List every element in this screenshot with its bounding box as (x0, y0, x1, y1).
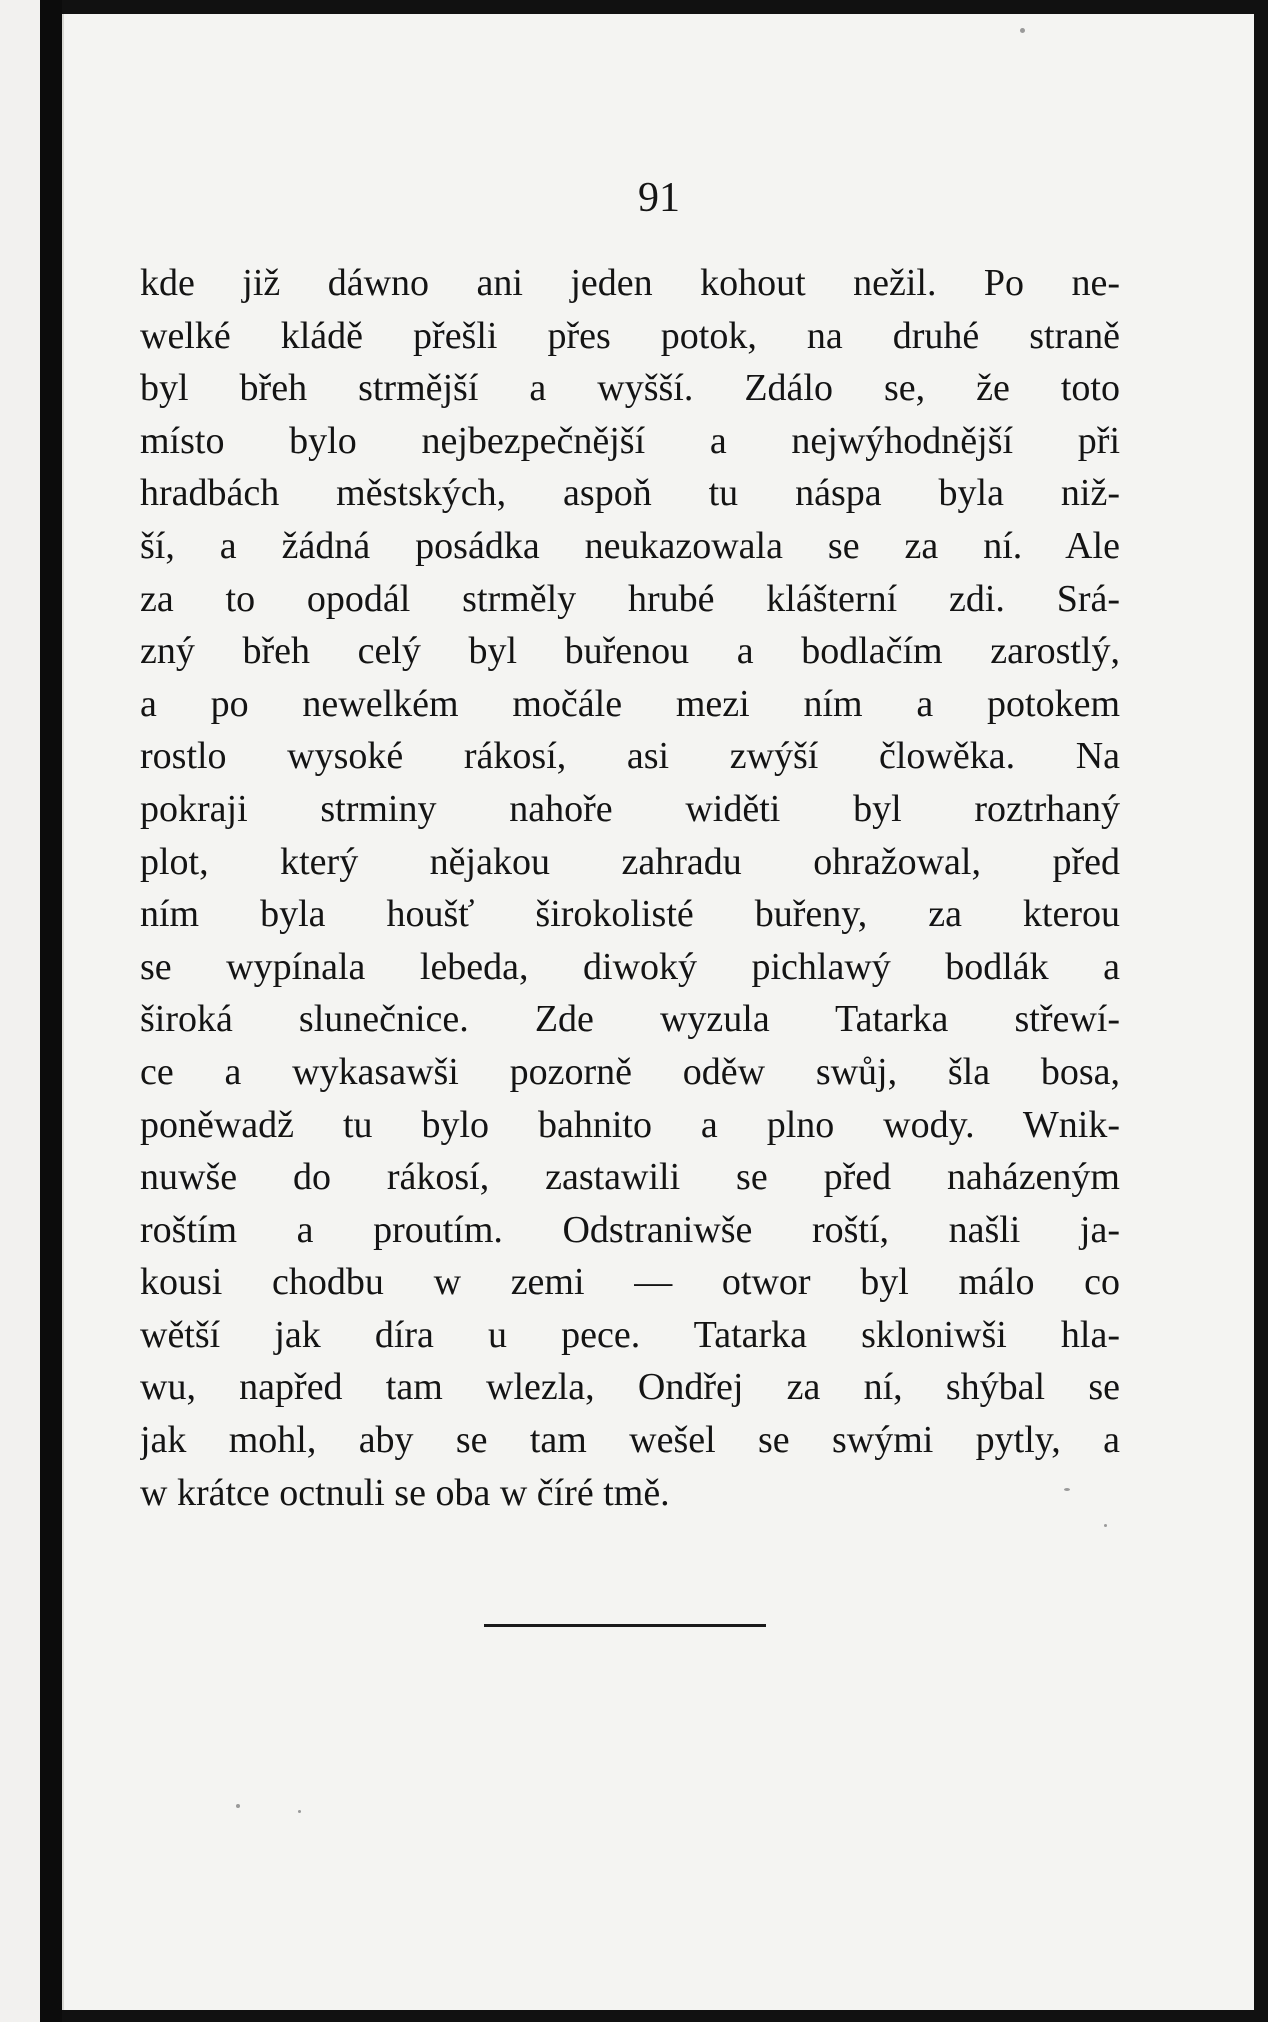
book-page (62, 14, 1254, 2010)
text-line: pokraji strminy nahoře widěti byl roztrhaný (140, 787, 1120, 830)
text-line: jak mohl, aby se tam wešel se swými pytly, a (140, 1419, 1120, 1462)
text-line: a po newelkém močále mezi ním a potokem (140, 682, 1120, 725)
text-line: wětší jak díra u pece. Tatarka skloniwši hla- (140, 1313, 1120, 1356)
text-line: rostlo wysoké rákosí, asi zwýší člowěka. Na (140, 735, 1120, 778)
text-line: nuwše do rákosí, zastawili se před naházeným (140, 1156, 1120, 1199)
body-text (140, 257, 1120, 1519)
end-rule-divider (484, 1624, 766, 1627)
text-line: hradbách městských, aspoň tu náspa byla niž- (140, 472, 1120, 515)
text-line: roštím a proutím. Odstraniwše roští, našli ja- (140, 1208, 1120, 1251)
text-line: místo bylo nejbezpečnější a nejwýhodnější při (140, 419, 1120, 462)
text-line: široká slunečnice. Zde wyzula Tatarka střewí- (140, 998, 1120, 1041)
text-line: w krátce octnuli se oba w číré tmě. (140, 1471, 670, 1514)
text-line: poněwadž tu bylo bahnito a plno wody. Wnik- (140, 1103, 1120, 1146)
text-line: se wypínala lebeda, diwoký pichlawý bodlák a (140, 945, 1120, 988)
paper-speck (1104, 1524, 1107, 1527)
text-line: za to opodál strměly hrubé klášterní zdi. Srá- (140, 577, 1120, 620)
text-line: welké kládě přešli přes potok, na druhé straně (140, 314, 1120, 357)
text-line: plot, který nějakou zahradu ohražowal, před (140, 840, 1120, 883)
paper-speck (298, 1810, 301, 1813)
text-line: zný břeh celý byl buřenou a bodlačím zarostlý, (140, 630, 1120, 673)
paper-speck (1064, 1488, 1070, 1491)
paper-speck (1020, 28, 1025, 33)
page-number: 91 (638, 175, 680, 221)
text-line: byl břeh strmější a wyšší. Zdálo se, že toto (140, 367, 1120, 410)
text-line: ce a wykasawši pozorně oděw swůj, šla bosa, (140, 1050, 1120, 1093)
adjacent-page-edge (0, 0, 40, 2022)
book-gutter (40, 0, 62, 2022)
text-line: wu, napřed tam wlezla, Ondřej za ní, shýbal se (140, 1366, 1120, 1409)
text-line: ší, a žádná posádka neukazowala se za ní. Ale (140, 524, 1120, 567)
text-line: kousi chodbu w zemi — otwor byl málo co (140, 1261, 1120, 1304)
paper-speck (236, 1804, 240, 1808)
text-line: kde již dáwno ani jeden kohout nežil. Po ne- (140, 262, 1120, 304)
text-line: ním byla houšť širokolisté buřeny, za kterou (140, 893, 1120, 936)
